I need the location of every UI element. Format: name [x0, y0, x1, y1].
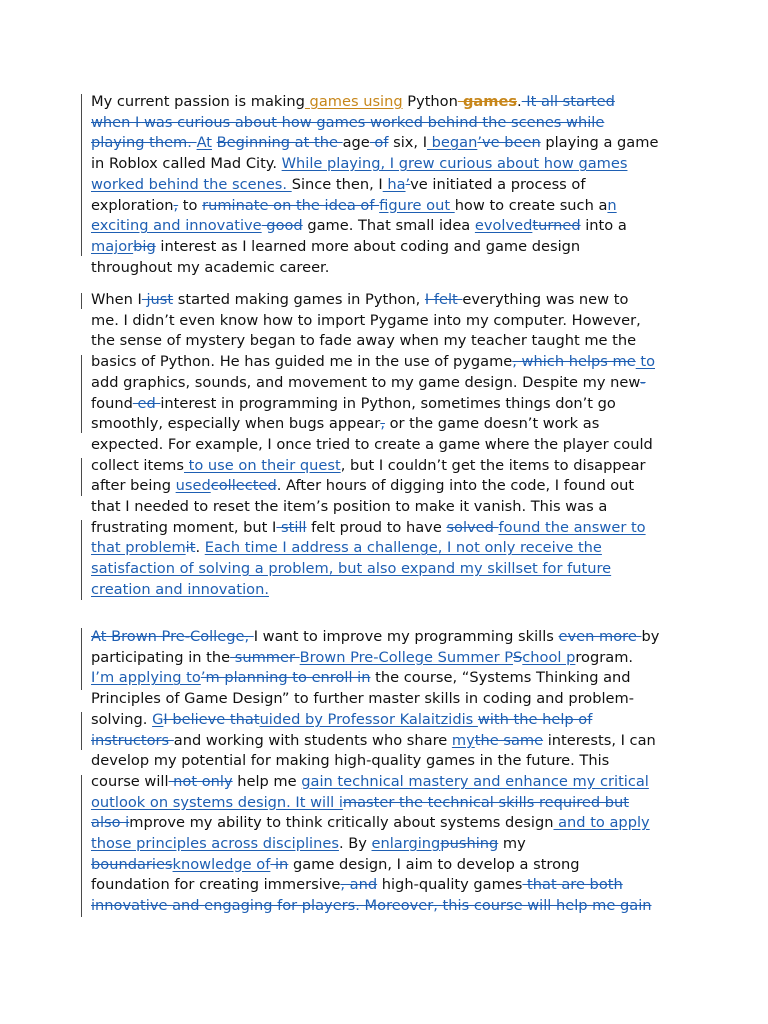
text-run: ve initiated a process of	[410, 175, 586, 193]
deleted-text: At Brown Pre-College,	[91, 628, 254, 645]
inserted-text: I’m applying to	[91, 669, 201, 687]
deleted-text: Beginning at the	[216, 134, 343, 152]
text-run: help me	[232, 772, 302, 790]
text-run: I want to improve my programming skills	[253, 628, 559, 645]
text-run: smoothly, especially when bugs appear	[91, 415, 381, 433]
text-run: interests, I can	[543, 731, 656, 749]
change-bar	[81, 94, 82, 256]
text-line	[91, 352, 655, 373]
text-line	[91, 689, 634, 710]
deleted-text: the same	[474, 731, 544, 749]
inserted-text: Each time I address a challenge, I not only receive the	[204, 539, 602, 557]
text-run: Principles of Game Design” to further master skills in coding and problem-	[91, 690, 634, 708]
inserted-text: n	[607, 196, 617, 214]
text-line	[91, 772, 649, 793]
text-line	[91, 559, 611, 580]
text-run: participating in the	[91, 648, 231, 666]
deleted-text: not only	[168, 772, 233, 790]
change-bar	[81, 355, 82, 433]
deleted-text: solved	[446, 518, 499, 536]
deleted-text: pushing	[440, 835, 499, 852]
inserted-text: that problem	[91, 539, 186, 557]
change-bar	[81, 628, 82, 690]
text-line	[91, 456, 646, 477]
text-run: felt proud to have	[306, 518, 447, 536]
deleted-text: instructors	[91, 731, 174, 749]
inserted-text: those principles across disciplines	[91, 835, 339, 852]
text-run: to	[178, 196, 203, 214]
text-line	[91, 414, 599, 435]
deleted-text: still	[276, 518, 307, 536]
deleted-text: good	[261, 217, 303, 235]
text-line	[91, 497, 607, 518]
inserted-text: to	[635, 353, 655, 371]
text-line	[91, 133, 658, 154]
deleted-text: turned	[532, 217, 581, 235]
deleted-text: S	[513, 648, 523, 666]
text-run: . By	[338, 835, 372, 852]
text-line	[91, 731, 656, 752]
text-run: interest in programming in Python, sometimes things don’t go	[160, 394, 616, 412]
inserted-text: exciting and innovative	[91, 217, 262, 235]
deleted-text: even more	[558, 628, 642, 645]
inserted-text: While playing, I grew curious about how games	[281, 155, 628, 173]
text-line	[91, 258, 329, 279]
text-run: everything was new to	[462, 291, 629, 308]
deleted-text: ruminate on the idea of	[202, 196, 380, 214]
deleted-text: that are both	[522, 876, 623, 894]
text-line	[91, 237, 580, 258]
text-run: .	[195, 539, 205, 557]
text-line	[91, 627, 659, 648]
change-bar	[81, 775, 82, 917]
text-line	[91, 518, 646, 539]
text-line	[91, 834, 526, 855]
inserted-text: outlook on systems design. It will i	[91, 793, 343, 811]
deleted-text: I felt	[424, 291, 463, 308]
inserted-text: creation and innovation.	[91, 580, 269, 598]
text-line	[91, 648, 633, 669]
text-line	[91, 92, 615, 113]
text-run: develop my potential for making high-quality games in the future. This	[91, 752, 610, 770]
text-run: in Roblox called Mad City.	[91, 155, 282, 173]
text-run: Since then, I	[291, 175, 383, 193]
deleted-text: ’m planning to enroll in	[200, 669, 371, 687]
deleted-text: boundaries	[91, 855, 173, 873]
inserted-text: major	[91, 237, 134, 255]
deleted-text: games	[457, 93, 518, 110]
inserted-text: At	[196, 134, 213, 152]
inserted-text: figure out	[379, 196, 455, 214]
deleted-text: big	[133, 237, 156, 255]
text-run: high-quality games	[377, 876, 523, 894]
text-line	[91, 311, 641, 332]
text-run: expected. For example, I once tried to create a game where the player could	[91, 435, 653, 453]
deleted-text: ,	[380, 415, 385, 433]
text-run: by	[641, 628, 660, 645]
text-run: game. That small idea	[302, 217, 475, 235]
text-line	[91, 813, 650, 834]
text-line	[91, 668, 631, 689]
text-run: six, I	[388, 134, 427, 152]
text-run: exploration	[91, 196, 174, 214]
inserted-text: began	[427, 134, 478, 152]
text-run: that I needed to reset the item’s position to make it vanish. This was a	[91, 498, 608, 515]
text-line	[91, 435, 653, 456]
text-run: game design, I aim to develop a strong	[288, 855, 580, 873]
deleted-text: It all started	[521, 93, 615, 110]
text-line	[91, 476, 634, 497]
deleted-text: just	[141, 291, 174, 308]
text-run: rogram.	[575, 648, 634, 666]
text-line	[91, 113, 604, 134]
text-run: add graphics, sounds, and movement to my game design. Despite my new	[91, 373, 641, 391]
text-line	[91, 216, 627, 237]
inserted-text: found the answer to	[498, 518, 646, 536]
paragraph-2	[91, 290, 691, 601]
inserted-text: used	[175, 477, 211, 495]
text-run: , but I couldn’t get the items to disappear	[340, 456, 646, 474]
deleted-text: ed	[132, 394, 161, 412]
deleted-text: , and	[340, 876, 378, 894]
deleted-text: collected	[210, 477, 277, 495]
text-line	[91, 373, 646, 394]
text-line	[91, 855, 580, 876]
inserted-text: evolved	[474, 217, 533, 235]
text-run: .	[517, 93, 522, 110]
text-run: me. I didn’t even know how to import Pygame into my computer. However,	[91, 311, 641, 329]
deleted-text: I believe that	[163, 710, 260, 728]
text-run: the sense of mystery began to fade away when my teacher taught me the	[91, 332, 637, 350]
text-run: and working with students who share	[173, 731, 452, 749]
inserted-text: uided by Professor Kalaitzidis	[259, 710, 478, 728]
change-bar	[81, 520, 82, 600]
text-run: When I	[91, 291, 142, 308]
text-line	[91, 751, 609, 772]
text-run: collect items	[91, 456, 184, 474]
deleted-text: -	[640, 373, 646, 391]
change-bar	[81, 458, 82, 496]
inserted-text: gain technical mastery and enhance my critical	[301, 772, 649, 790]
inserted-text: chool p	[522, 648, 576, 666]
deleted-text: , which helps me	[512, 353, 636, 371]
inserted-text: satisfaction of solving a problem, but also expand my skillset for future	[91, 560, 612, 578]
inserted-text: and to apply	[553, 814, 650, 832]
text-line	[91, 896, 652, 917]
text-run: interest as I learned more about coding and game design	[155, 237, 581, 255]
text-run: how to create such a	[454, 196, 608, 214]
text-run: My current passion is making	[91, 93, 305, 110]
paragraph-1	[91, 92, 691, 279]
text-line	[91, 538, 602, 559]
deleted-text: also i	[91, 814, 130, 832]
deleted-text: of	[369, 134, 389, 152]
text-run: playing a game	[540, 134, 659, 152]
deleted-text: it	[185, 539, 196, 557]
text-run: basics of Python. He has guided me in the use of pygame	[91, 353, 513, 371]
deleted-text: ’ve been	[477, 134, 541, 152]
text-run: started making games in Python,	[173, 291, 425, 308]
inserted-text: G	[152, 710, 164, 728]
change-bar	[81, 293, 82, 309]
text-run: foundation for creating immersive	[91, 876, 341, 894]
deleted-text: in	[270, 855, 289, 873]
text-line	[91, 154, 627, 175]
deleted-text: innovative and engaging for players. Moreover, this course will help me gain	[91, 897, 652, 915]
deleted-text: playing them.	[91, 134, 197, 152]
inserted-text: my	[451, 731, 475, 749]
text-run: or the game doesn’t work as	[384, 415, 600, 433]
text-run: into a	[580, 217, 627, 235]
inserted-text: games using	[304, 93, 403, 110]
text-run: course will	[91, 772, 169, 790]
deleted-text: summer	[230, 648, 300, 666]
deleted-text: master the technical skills required but	[342, 793, 629, 811]
text-line	[91, 196, 617, 217]
text-line	[91, 290, 628, 311]
deleted-text: with the help of	[477, 710, 593, 728]
text-line	[91, 394, 616, 415]
text-run: the course, “Systems Thinking and	[370, 669, 631, 687]
text-run: my	[498, 835, 526, 852]
text-line	[91, 793, 629, 814]
paragraph-3	[91, 627, 691, 917]
text-run: age	[342, 134, 370, 152]
inserted-text: enlarging	[371, 835, 441, 852]
text-run: solving.	[91, 710, 153, 728]
text-line	[91, 331, 636, 352]
text-run: after being	[91, 477, 176, 495]
deleted-text: when I was curious about how games worked behind the scenes while	[91, 113, 605, 131]
change-bar	[81, 712, 82, 750]
text-line	[91, 875, 623, 896]
deleted-text: ,	[173, 196, 179, 214]
inserted-text: Brown Pre-College Summer P	[299, 648, 514, 666]
inserted-text: knowledge of	[172, 855, 271, 873]
text-run: found	[91, 394, 133, 412]
text-run: frustrating moment, but I	[91, 518, 277, 536]
deleted-text: ’	[405, 175, 411, 193]
text-line	[91, 175, 585, 196]
text-run: Python	[402, 93, 458, 110]
inserted-text: ha	[382, 175, 406, 193]
text-line	[91, 710, 592, 731]
inserted-text: to use on their quest	[184, 456, 341, 474]
text-line	[91, 580, 269, 601]
inserted-text: worked behind the scenes.	[91, 175, 292, 193]
text-run: throughout my academic career.	[91, 258, 330, 276]
text-run: . After hours of digging into the code, I found out	[276, 477, 635, 495]
text-run: mprove my ability to think critically about systems design	[129, 814, 554, 832]
